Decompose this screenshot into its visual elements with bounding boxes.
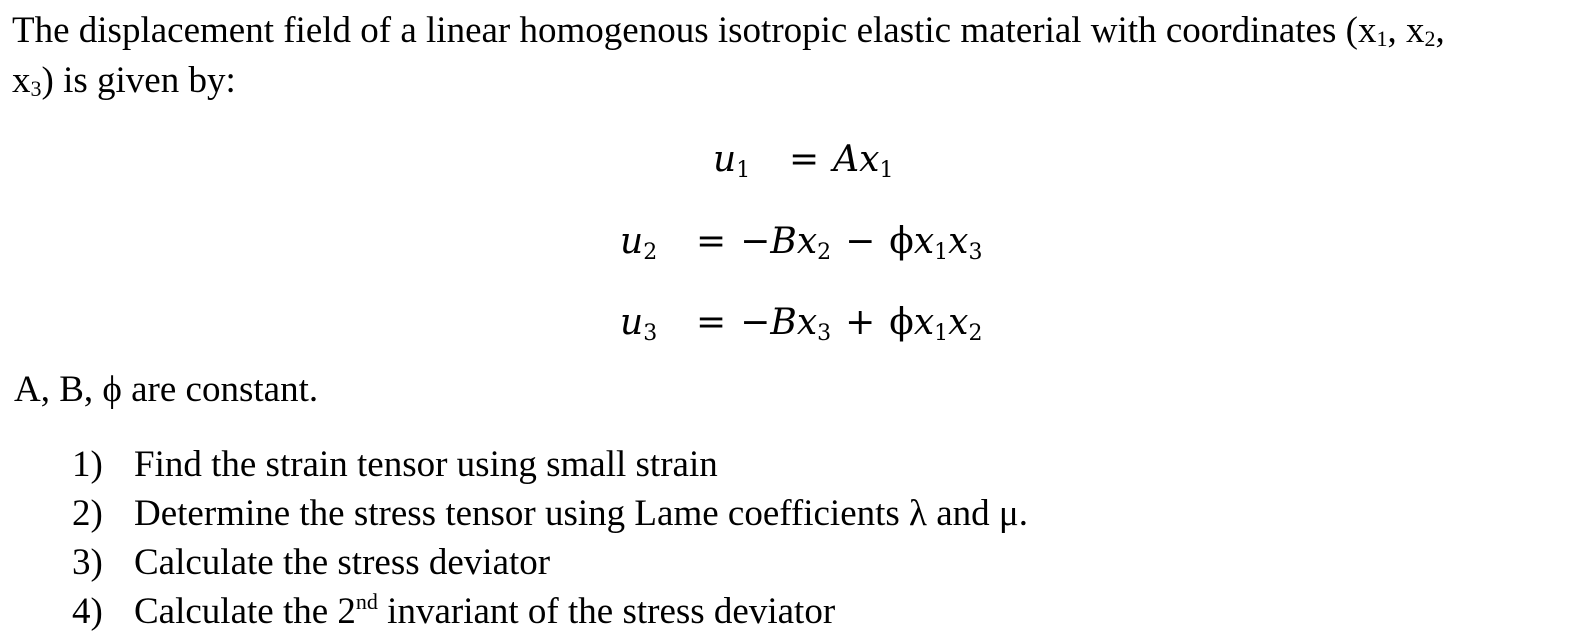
equation-rhs [740,302,983,346]
equation-variable: x [796,221,818,262]
equation-variable: u [620,221,644,262]
intro-text: The displacement field of a linear homogenous isotropic elastic material with coordinates (x [12,10,1377,51]
equation-variable: B [770,221,797,262]
intro-line-1 [12,6,1567,56]
equation-subscript: 1 [934,240,949,265]
task-number: 4) [72,591,103,632]
intro-text: x [12,60,31,101]
equation [620,217,982,267]
task-text: Calculate the 2 [134,591,356,632]
constants-note: A, B, ϕ are constant. [14,369,319,410]
equation-variable: x [913,302,935,343]
equation-lhs [713,135,775,185]
equation-variable: x [859,139,880,180]
equals-sign: = [696,302,727,343]
equation-variable: B [770,302,797,343]
list-item [72,538,1028,587]
equation-variable: u [620,302,644,343]
list-item [72,489,1028,538]
list-item [72,587,1028,636]
subscript-1: 1 [1376,26,1388,51]
task-text: Find the strain tensor using small strain [134,444,718,485]
equation-rhs [833,139,894,183]
list-item [72,440,1028,489]
equation-sign: − [740,302,771,343]
task-number: 3) [72,542,103,583]
equation-subscript: 3 [968,240,983,265]
equation [713,135,893,185]
equation-subscript: 2 [817,240,832,265]
equation-rhs [740,221,983,265]
subscript-2: 2 [1424,26,1436,51]
task-text: Calculate the stress deviator [134,542,551,583]
equation-subscript: 1 [879,158,894,183]
equation-operator: + [845,302,876,343]
equation-variable: A [833,139,860,180]
equation-subscript: 1 [736,158,751,183]
equation-variable: x [948,302,969,343]
problem-statement [12,6,1567,106]
task-number: 1) [72,444,103,485]
equation-symbol: ϕ [889,221,914,262]
intro-separator: , x [1387,10,1425,51]
equation-lhs [620,217,682,267]
equation-variable: x [913,221,935,262]
equation-operator: − [845,221,876,262]
equation [620,298,982,348]
equals-sign: = [789,139,820,180]
equation-subscript: 1 [934,321,949,346]
equation-subscript: 3 [643,321,658,346]
intro-line-2 [12,56,1567,106]
task-number: 2) [72,493,103,534]
equation-variable: x [948,221,969,262]
equation-sign: − [740,221,771,262]
equation-lhs [620,298,682,348]
task-list [72,440,1028,636]
task-superscript: nd [355,589,378,614]
equation-subscript: 2 [968,321,983,346]
task-text: Determine the stress tensor using Lame coefficients λ and μ. [134,493,1028,534]
equation-subscript: 3 [817,321,832,346]
equation-subscript: 2 [643,240,658,265]
intro-text: ) is given by: [41,60,236,101]
intro-separator: , [1435,10,1445,51]
equation-symbol: ϕ [889,302,914,343]
equation-variable: u [713,139,737,180]
task-text-after: invariant of the stress deviator [377,591,836,632]
equals-sign: = [696,221,727,262]
equation-variable: x [796,302,818,343]
subscript-3: 3 [30,76,42,101]
